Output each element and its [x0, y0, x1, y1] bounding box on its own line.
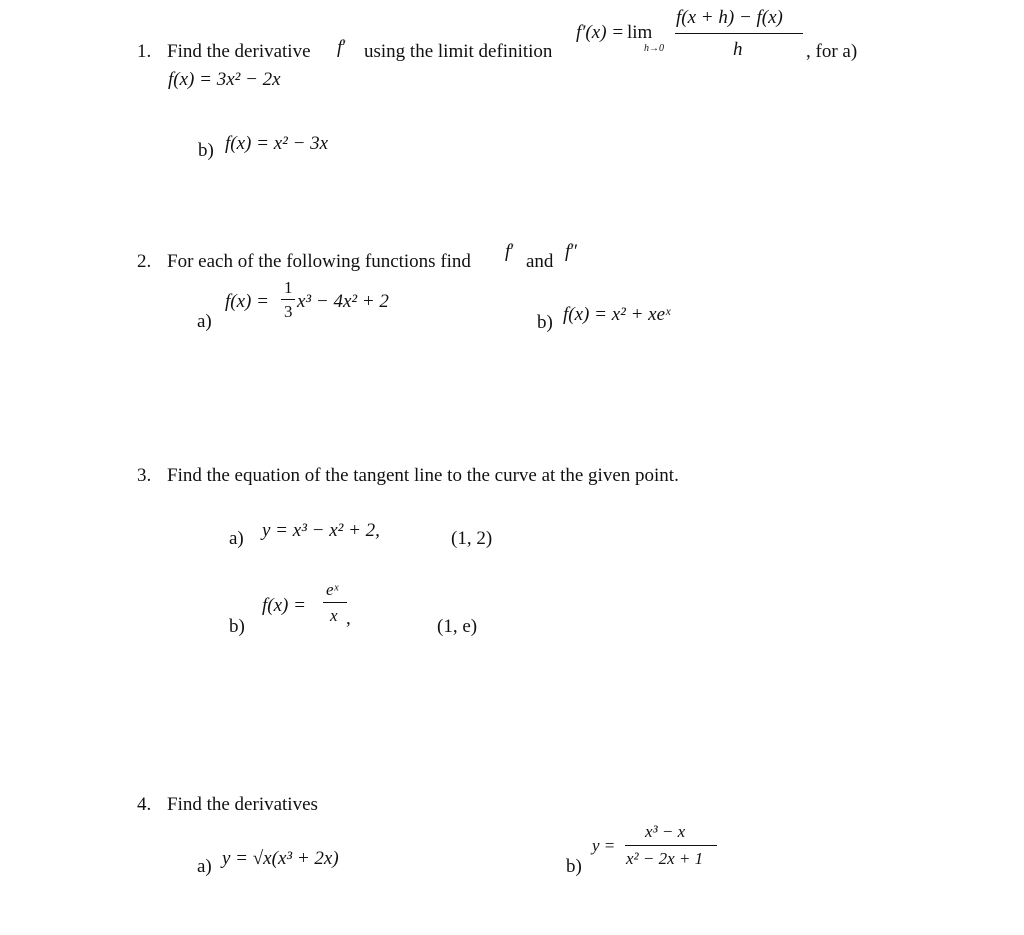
- q3-b-denominator: x: [330, 606, 338, 625]
- q3-b-point: (1, e): [437, 616, 478, 637]
- q1-number: 1.: [137, 41, 152, 62]
- q2-a-lhs: f(x) =: [225, 291, 269, 312]
- q4-b-denominator: x² − 2x + 1: [626, 849, 704, 868]
- q3-b-comma: ,: [346, 608, 351, 629]
- q4-a-function: y = √x(x³ + 2x): [222, 848, 339, 869]
- q1-formula-numerator: f(x + h) − f(x): [676, 7, 783, 28]
- q1-fraction-bar: [675, 33, 803, 34]
- q2-a-label: a): [197, 311, 212, 332]
- q3-a-label: a): [229, 528, 244, 549]
- q2-b-label: b): [537, 312, 553, 333]
- q3-b-numerator: eˣ: [326, 580, 339, 599]
- q2-number: 2.: [137, 251, 152, 272]
- q3-number: 3.: [137, 465, 152, 486]
- q4-a-label: a): [197, 856, 212, 877]
- q3-b-lhs: f(x) =: [262, 595, 306, 616]
- q1-for-a: , for a): [806, 41, 858, 62]
- q1-a-function: f(x) = 3x² − 2x: [168, 69, 281, 90]
- q4-number: 4.: [137, 794, 152, 815]
- q1-b-label: b): [198, 140, 214, 161]
- q2-a-frac-den: 3: [284, 302, 293, 321]
- q1-using-text: using the limit definition: [364, 41, 553, 62]
- q3-prompt: Find the equation of the tangent line to the curve at the given point.: [167, 465, 679, 486]
- q2-a-frac-num: 1: [284, 278, 293, 297]
- q1-formula-lim: lim: [627, 22, 653, 43]
- q4-b-frac-bar: [625, 845, 717, 846]
- q3-b-frac-bar: [323, 602, 347, 603]
- q2-fprime-symbol: f′: [505, 241, 515, 262]
- q4-b-numerator: x³ − x: [645, 822, 686, 841]
- q1-fprime-symbol: f′: [337, 37, 347, 58]
- q3-a-point: (1, 2): [451, 528, 493, 549]
- q3-a-function: y = x³ − x² + 2,: [262, 520, 380, 541]
- q4-b-label: b): [566, 856, 582, 877]
- q3-b-label: b): [229, 616, 245, 637]
- q1-formula-lhs: f′(x) =: [576, 22, 625, 43]
- q2-fdoubleprime-symbol: f″: [565, 241, 579, 262]
- q2-a-rest: x³ − 4x² + 2: [297, 291, 389, 312]
- q1-b-function: f(x) = x² − 3x: [225, 133, 329, 154]
- q2-b-function: f(x) = x² + xeˣ: [563, 304, 671, 325]
- q4-prompt: Find the derivatives: [167, 794, 318, 815]
- q2-prompt: For each of the following functions find: [167, 251, 471, 272]
- q2-a-frac-bar: [281, 299, 295, 300]
- q1-formula-denominator: h: [733, 39, 743, 60]
- q2-and-text: and: [526, 251, 554, 272]
- q1-formula-lim-sub: h→0: [644, 43, 664, 54]
- q4-b-lhs: y =: [592, 836, 616, 855]
- q1-prompt: Find the derivative: [167, 41, 311, 62]
